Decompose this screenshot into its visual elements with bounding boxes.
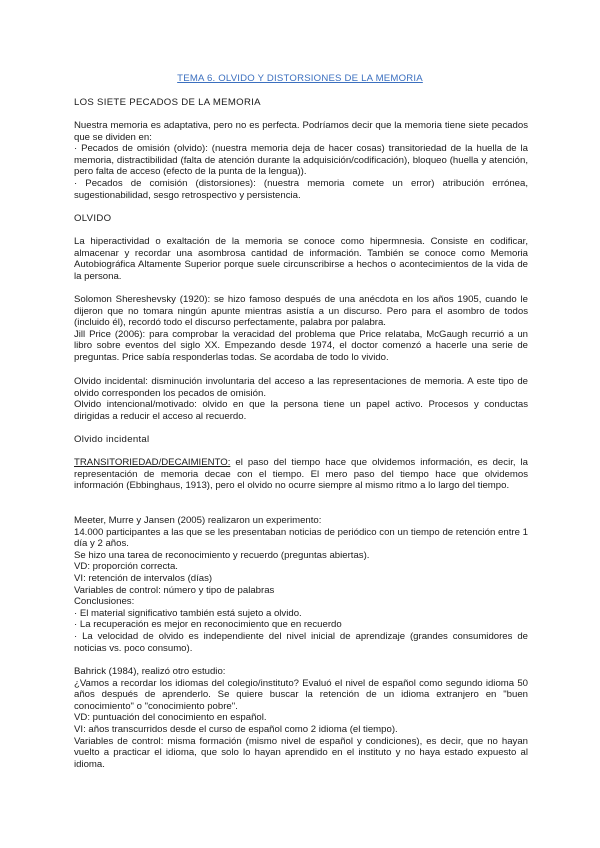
section-heading-olvido: OLVIDO	[74, 213, 112, 224]
paragraph-meeter	[74, 515, 528, 654]
document-title[interactable]: TEMA 6. OLVIDO Y DISTORSIONES DE LA MEMORIA	[177, 73, 423, 84]
paragraph-line: Bahrick (1984), realizó otro estudio:	[74, 666, 226, 677]
paragraph-line: Meeter, Murre y Jansen (2005) realizaron un experimento:	[74, 515, 322, 526]
paragraph-line: Solomon Shereshevsky (1920): se hizo famoso después de una anécdota en los años 1905, cuando le dijeron que no tomara ningún apunte mientras asistía a un discurso. Pero para el asombro de todos (incluido él), recordó todo el discurso perfectamente, palabra por palabra.	[74, 294, 528, 329]
paragraph-line: 14.000 participantes a las que se les presentaban noticias de periódico con un tiempo de retención entre 1 día y 2 años.	[74, 526, 528, 550]
term-transitoriedad: TRANSITORIEDAD/DECAIMIENTO:	[74, 457, 231, 468]
paragraph-line: VI: retención de intervalos (días)	[74, 572, 213, 584]
paragraph-line: Nuestra memoria es adaptativa, pero no es perfecta. Podríamos decir que la memoria tiene siete pecados que se dividen en:	[74, 120, 528, 143]
paragraph-line: Variables de control: misma formación (mismo nivel de español y condiciones), es decir, que no hayan vuelto a practicar el idioma, que solo lo hayan aprendido en el instituto y no haya estado expuesto al idioma.	[74, 735, 528, 770]
section-heading-incidental: Olvido incidental	[74, 434, 150, 445]
paragraph-line: ¿Vamos a recordar los idiomas del colegio/instituto? Evaluó el nivel de español como segundo idioma 50 años después de aprenderlo. Se quiere buscar la retención de un idioma extranjero en "buen conocimiento" o "conocimiento pobre".	[74, 677, 528, 712]
list-item: · El material significativo también está sujeto a olvido.	[74, 607, 302, 619]
list-item: · Pecados de omisión (olvido): (nuestra memoria deja de hacer cosas) transitoriedad de la huella de la memoria, distractibilidad (falta de atención durante la adquisición/codificación), bloqueo (huella y atención, pero falta de acceso (efecto de la punta de la lengua)).	[74, 143, 528, 178]
paragraph-olvido-tipos	[74, 376, 528, 422]
paragraph-line: VD: puntuación del conocimiento en español.	[74, 712, 267, 724]
paragraph-pecados	[74, 120, 528, 201]
paragraph-text: el paso del tiempo hace que olvidemos información, es decir, la representación de memoria decae con el tiempo. El mero paso del tiempo hace que olvidemos información (Ebbinghaus, 1913), pero el olvido no ocurre siempre al mismo ritmo a lo largo del tiempo.	[74, 457, 528, 492]
paragraph-line: Olvido intencional/motivado: olvido en que la persona tiene un papel activo. Procesos y conductas dirigidas a reducir el acceso al recuerdo.	[74, 399, 528, 422]
paragraph-line: Jill Price (2006): para comprobar la veracidad del problema que Price relataba, McGaugh recurrió a un libro sobre eventos del siglo XX. Empezando desde 1974, el doctor comenzó a hacerle una serie de preguntas. Price sabía responderlas todas. Se acordaba de todo lo vivido.	[74, 328, 528, 363]
paragraph-hipermnesia: La hiperactividad o exaltación de la memoria se conoce como hipermnesia. Consiste en codificar, almacenar y recordar una asombrosa cantidad de información. También se conoce como Memoria Autobiográfica Altamente Superior porque suele circunscribirse a hechos o acontecimientos de la vida de la persona.	[74, 236, 528, 282]
list-item: · La recuperación es mejor en reconocimiento que en recuerdo	[74, 619, 342, 631]
paragraph-solomon	[74, 294, 528, 364]
paragraph-line: VD: proporción correcta.	[74, 561, 178, 573]
paragraph-line: VI: años transcurridos desde el curso de español como 2 idioma (el tiempo).	[74, 723, 398, 735]
paragraph-line: Olvido incidental: disminución involuntaria del acceso a las representaciones de memoria. A este tipo de olvido corresponden los pecados de omisión.	[74, 376, 528, 399]
section-heading-pecados: LOS SIETE PECADOS DE LA MEMORIA	[74, 97, 261, 108]
paragraph-transitoriedad	[74, 457, 528, 492]
paragraph-line: Variables de control: número y tipo de palabras	[74, 584, 275, 596]
paragraph-bahrick	[74, 666, 528, 770]
list-item: · Pecados de comisión (distorsiones): (nuestra memoria comete un error) atribución errónea, sugestionabilidad, sesgo retrospectivo y persistencia.	[74, 177, 528, 201]
paragraph-line: Se hizo una tarea de reconocimiento y recuerdo (preguntas abiertas).	[74, 549, 370, 561]
paragraph-line: Conclusiones:	[74, 596, 135, 608]
list-item: · La velocidad de olvido es independiente del nivel inicial de aprendizaje (grandes consumidores de noticias vs. poco consumo).	[74, 630, 528, 654]
